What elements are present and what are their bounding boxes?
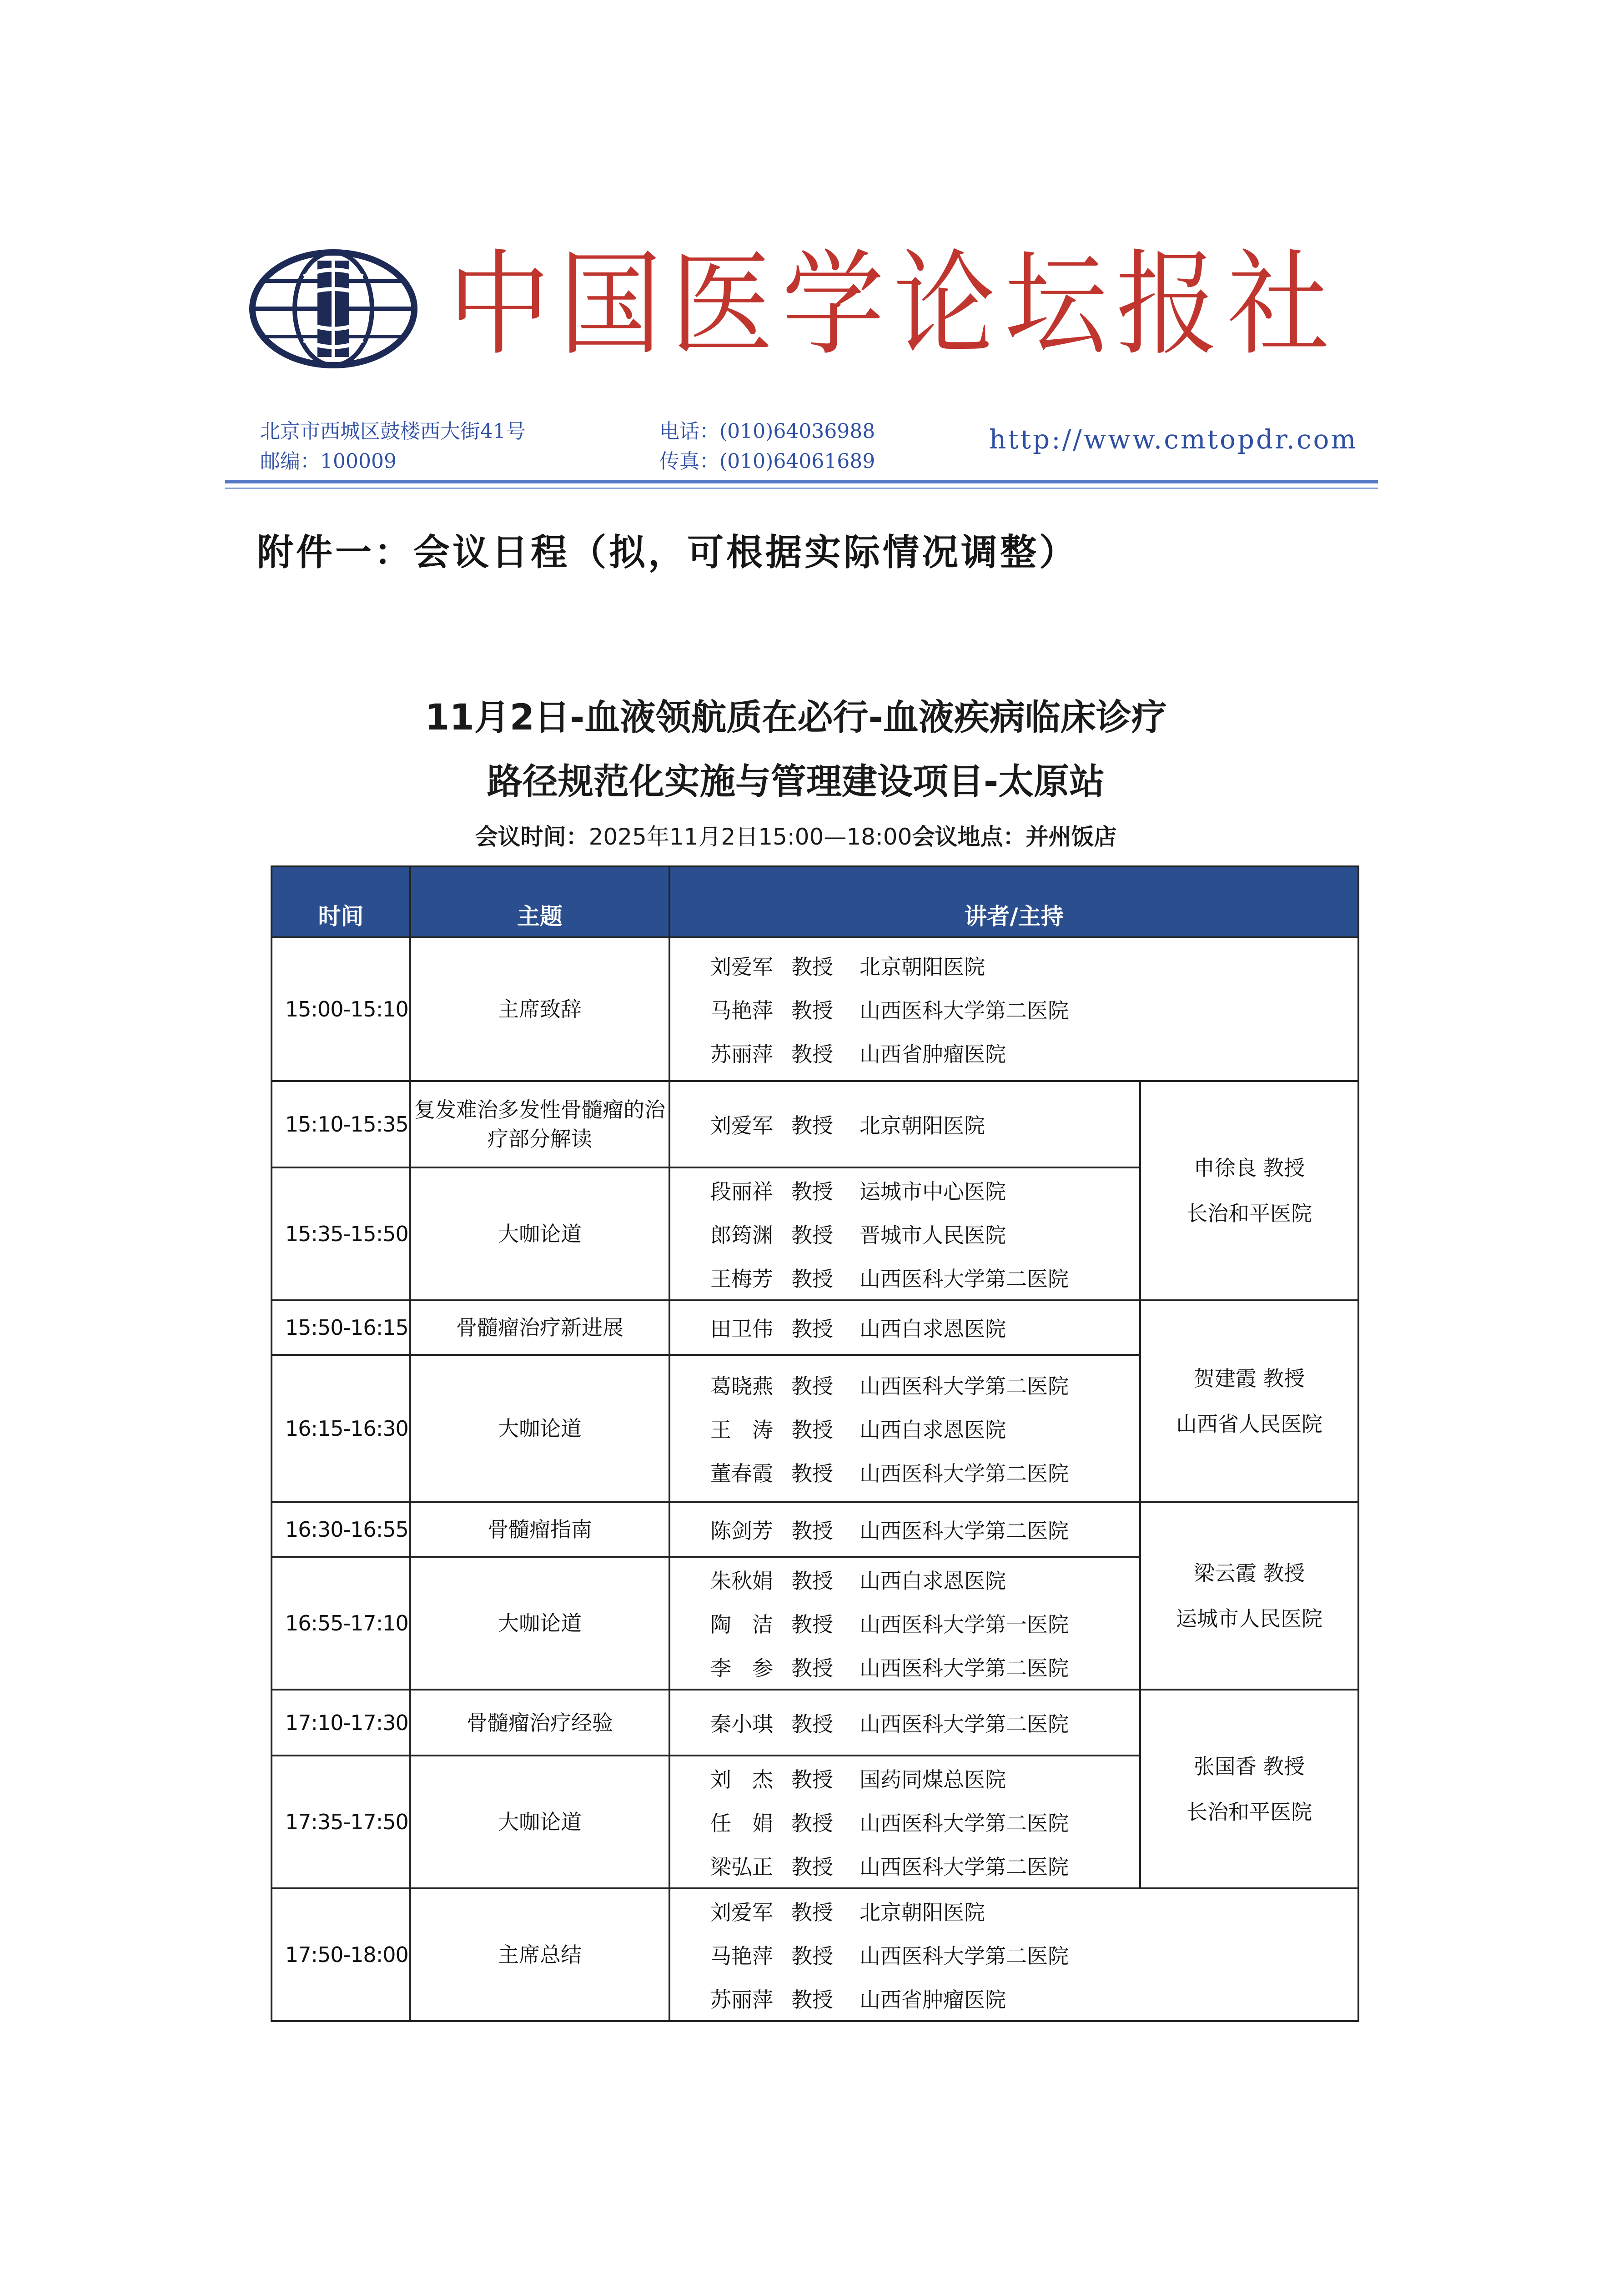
speaker-name: 马艳萍 [710, 1944, 773, 1968]
speaker-entry [710, 1256, 1139, 1299]
session-topic: 骨髓瘤指南 [410, 1502, 669, 1557]
speaker-entry [710, 1933, 1358, 1977]
session-time: 15:10-15:35 [272, 1081, 410, 1167]
session-speakers [669, 937, 1358, 1081]
speaker-entry [710, 1558, 1139, 1601]
speaker-name: 梁弘正 [710, 1855, 773, 1879]
speaker-title: 教授 [791, 1042, 833, 1067]
speaker-name: 马艳萍 [710, 998, 773, 1023]
speaker-name: 王 涛 [710, 1418, 773, 1442]
letterhead-postcode: 邮编：100009 [260, 450, 397, 473]
chair-institution: 运城市人民医院 [1176, 1606, 1322, 1631]
speaker-name: 苏丽萍 [710, 1987, 773, 2012]
speaker-institution: 山西省肿瘤医院 [860, 1042, 1006, 1067]
speaker-title: 教授 [791, 1317, 833, 1341]
speaker-name: 董春霞 [710, 1461, 773, 1486]
session-time: 16:55-17:10 [272, 1557, 410, 1690]
speaker-entry [710, 1601, 1139, 1645]
speaker-title: 教授 [791, 1223, 833, 1248]
speaker-entry [710, 1977, 1358, 2020]
table-header-row [272, 866, 1358, 937]
speaker-name: 刘爱军 [710, 955, 773, 979]
chair-name: 梁云霞 教授 [1193, 1561, 1305, 1585]
meeting-title-line1: 11月2日-血液领航质在必行-血液疾病临床诊疗 [425, 697, 1167, 738]
session-speakers [669, 1355, 1140, 1502]
speaker-entry [710, 1450, 1139, 1494]
table-row [272, 1300, 1358, 1355]
session-speakers [669, 1502, 1140, 1557]
speaker-entry [710, 1212, 1139, 1256]
header-speaker: 讲者/主持 [669, 866, 1358, 937]
session-chair [1140, 1502, 1358, 1690]
speaker-institution: 山西医科大学第二医院 [860, 1656, 1069, 1680]
speaker-title: 教授 [791, 1811, 833, 1836]
speaker-institution: 山西医科大学第二医院 [860, 1711, 1069, 1736]
meeting-title-line2: 路径规范化实施与管理建设项目-太原站 [487, 761, 1105, 802]
speaker-institution: 山西医科大学第一医院 [860, 1612, 1069, 1637]
speaker-name: 朱秋娟 [710, 1569, 773, 1593]
speaker-entry [710, 1306, 1139, 1349]
speaker-title: 教授 [791, 1519, 833, 1543]
speaker-title: 教授 [791, 1461, 833, 1486]
speaker-institution: 北京朝阳医院 [860, 955, 985, 979]
session-speakers [669, 1167, 1140, 1300]
session-speakers [669, 1888, 1358, 2021]
speaker-title: 教授 [791, 1900, 833, 1925]
session-chair [1140, 1300, 1358, 1502]
table-row [272, 1081, 1358, 1167]
speaker-title: 教授 [791, 1656, 833, 1680]
header-time: 时间 [272, 866, 410, 937]
speaker-institution: 山西白求恩医院 [860, 1418, 1006, 1442]
letterhead-phone: 电话：(010)64036988 [659, 420, 875, 443]
globe-logo-icon [249, 249, 417, 368]
speaker-institution: 山西省肿瘤医院 [860, 1987, 1006, 2012]
session-topic: 主席总结 [410, 1888, 669, 2021]
speaker-entry [710, 987, 1358, 1031]
session-time: 15:35-15:50 [272, 1167, 410, 1300]
session-time: 16:30-16:55 [272, 1502, 410, 1557]
speaker-title: 教授 [791, 1569, 833, 1593]
meeting-venue-label: 会议地点： [912, 824, 1026, 850]
speaker-name: 李 参 [710, 1656, 773, 1680]
speaker-entry [710, 1844, 1139, 1887]
speaker-institution: 山西白求恩医院 [860, 1569, 1006, 1593]
chair-name: 贺建霞 教授 [1193, 1366, 1305, 1391]
speaker-institution: 山西医科大学第二医院 [860, 998, 1069, 1023]
session-speakers [669, 1690, 1140, 1756]
speaker-name: 王梅芳 [710, 1267, 773, 1291]
speaker-name: 秦小琪 [710, 1711, 773, 1736]
speaker-institution: 山西医科大学第二医院 [860, 1461, 1069, 1486]
speaker-entry [710, 944, 1358, 987]
speaker-name: 田卫伟 [710, 1317, 773, 1341]
speaker-entry [710, 1701, 1139, 1745]
session-speakers [669, 1756, 1140, 1888]
letterhead-fax: 传真：(010)64061689 [659, 450, 875, 473]
session-time: 17:35-17:50 [272, 1756, 410, 1888]
speaker-institution: 晋城市人民医院 [860, 1223, 1006, 1248]
speaker-name: 刘 杰 [710, 1767, 773, 1792]
speaker-entry [710, 1363, 1139, 1407]
chair-institution: 长治和平医院 [1187, 1201, 1312, 1226]
speaker-institution: 国药同煤总医院 [860, 1767, 1006, 1792]
speaker-entry [710, 1031, 1358, 1075]
speaker-entry [710, 1800, 1139, 1844]
speaker-title: 教授 [791, 1987, 833, 2012]
session-speakers [669, 1557, 1140, 1690]
session-topic: 大咖论道 [410, 1167, 669, 1300]
speaker-title: 教授 [791, 998, 833, 1023]
organization-name: 中国医学论坛报社 [448, 238, 1339, 371]
chair-name: 申徐良 教授 [1193, 1156, 1305, 1180]
letterhead-divider-thin [225, 488, 1378, 489]
table-row [272, 937, 1358, 1081]
speaker-institution: 运城市中心医院 [860, 1179, 1006, 1204]
speaker-institution: 山西医科大学第二医院 [860, 1944, 1069, 1968]
session-time: 15:50-16:15 [272, 1300, 410, 1355]
speaker-title: 教授 [791, 955, 833, 979]
session-time: 15:00-15:10 [272, 937, 410, 1081]
speaker-name: 段丽祥 [710, 1179, 773, 1204]
speaker-entry [710, 1889, 1358, 1933]
session-topic: 大咖论道 [410, 1756, 669, 1888]
speaker-title: 教授 [791, 1767, 833, 1792]
speaker-institution: 北京朝阳医院 [860, 1900, 985, 1925]
chair-institution: 长治和平医院 [1187, 1799, 1312, 1824]
schedule-table [271, 865, 1359, 2022]
speaker-name: 郎筠渊 [710, 1223, 773, 1248]
table-row [272, 1502, 1358, 1557]
session-topic: 复发难治多发性骨髓瘤的治疗部分解读 [410, 1081, 669, 1167]
speaker-name: 葛晓燕 [710, 1374, 773, 1399]
speaker-title: 教授 [791, 1612, 833, 1637]
meeting-time-label: 会议时间： [475, 824, 589, 850]
speaker-name: 刘爱军 [710, 1113, 773, 1138]
schedule-body [272, 937, 1358, 2021]
speaker-institution: 山西白求恩医院 [860, 1317, 1006, 1341]
attachment-title: 附件一：会议日程（拟，可根据实际情况调整） [257, 531, 1078, 574]
speaker-entry [710, 1645, 1139, 1689]
meeting-meta [227, 819, 1364, 851]
chair-name: 张国香 教授 [1193, 1754, 1305, 1779]
letterhead-address: 北京市西城区鼓楼西大街41号 [260, 420, 526, 443]
speaker-name: 陶 洁 [710, 1612, 773, 1637]
speaker-entry [710, 1508, 1139, 1551]
speaker-name: 任 娟 [710, 1811, 773, 1836]
session-topic: 主席致辞 [410, 937, 669, 1081]
speaker-name: 陈剑芳 [710, 1519, 773, 1543]
session-topic: 骨髓瘤治疗新进展 [410, 1300, 669, 1355]
speaker-title: 教授 [791, 1113, 833, 1138]
session-time: 17:10-17:30 [272, 1690, 410, 1756]
speaker-institution: 山西医科大学第二医院 [860, 1267, 1069, 1291]
session-topic: 大咖论道 [410, 1355, 669, 1502]
speaker-entry [710, 1102, 1139, 1146]
letterhead-website: http://www.cmtopdr.com [989, 424, 1358, 455]
session-topic: 大咖论道 [410, 1557, 669, 1690]
speaker-title: 教授 [791, 1418, 833, 1442]
table-row [272, 1690, 1358, 1756]
speaker-name: 刘爱军 [710, 1900, 773, 1925]
header-topic: 主题 [410, 866, 669, 937]
letterhead-divider [225, 480, 1378, 483]
speaker-name: 苏丽萍 [710, 1042, 773, 1067]
speaker-title: 教授 [791, 1179, 833, 1204]
session-time: 16:15-16:30 [272, 1355, 410, 1502]
session-time: 17:50-18:00 [272, 1888, 410, 2021]
speaker-institution: 山西医科大学第二医院 [860, 1374, 1069, 1399]
speaker-institution: 北京朝阳医院 [860, 1113, 985, 1138]
speaker-title: 教授 [791, 1374, 833, 1399]
session-topic: 骨髓瘤治疗经验 [410, 1690, 669, 1756]
session-chair [1140, 1081, 1358, 1300]
speaker-institution: 山西医科大学第二医院 [860, 1855, 1069, 1879]
chair-institution: 山西省人民医院 [1176, 1412, 1322, 1436]
speaker-entry [710, 1407, 1139, 1450]
session-speakers [669, 1081, 1140, 1167]
meeting-venue-value: 并州饭店 [1026, 824, 1117, 850]
speaker-institution: 山西医科大学第二医院 [860, 1519, 1069, 1543]
session-chair [1140, 1690, 1358, 1888]
speaker-title: 教授 [791, 1944, 833, 1968]
speaker-entry [710, 1756, 1139, 1800]
speaker-title: 教授 [791, 1711, 833, 1736]
speaker-title: 教授 [791, 1267, 833, 1291]
meeting-time-value: 2025年11月2日15:00—18:00 [588, 824, 912, 850]
table-row [272, 1888, 1358, 2021]
session-speakers [669, 1300, 1140, 1355]
speaker-institution: 山西医科大学第二医院 [860, 1811, 1069, 1836]
speaker-entry [710, 1168, 1139, 1212]
speaker-title: 教授 [791, 1855, 833, 1879]
